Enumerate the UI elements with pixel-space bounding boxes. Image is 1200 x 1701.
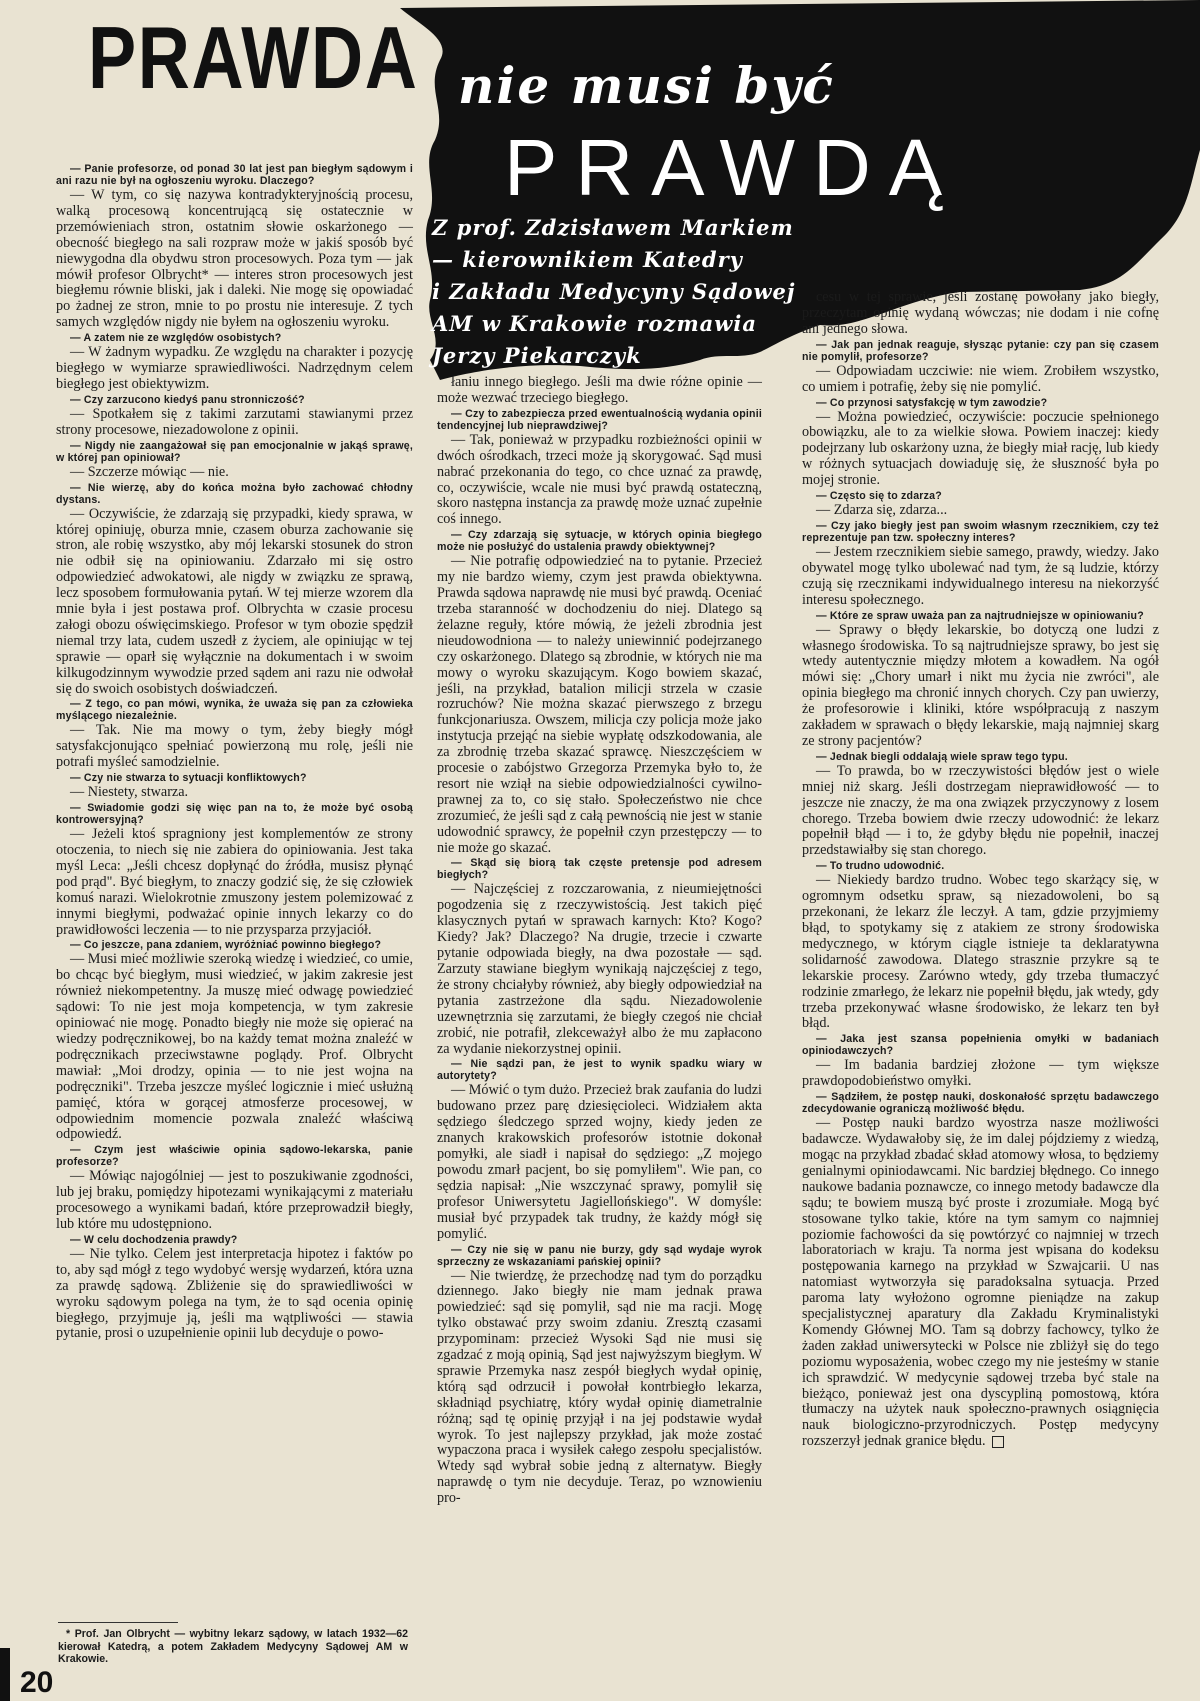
footnote: * Prof. Jan Olbrycht — wybitny lekarz sądowy, w latach 1932—62 kierował Katedrą, a potem Zakładem Medycyny Sądowej AM w Krakowie. — [58, 1628, 408, 1665]
interview-answer: — Mówiąc najogólniej — jest to poszukiwanie zgodności, lub jej braku, pomiędzy hipotezami wynikającymi z materiału procesowego a wynikami badań, które przeprowadził biegły, lub które mu udostępniono. — [56, 1168, 413, 1233]
interview-question: — A zatem nie ze względów osobistych? — [70, 332, 282, 345]
subtitle-line: AM w Krakowie rozmawia — [432, 311, 757, 336]
interview-answer: — Mówić o tym dużo. Przecież brak zaufania do ludzi budowano przez parę dziesięcioleci. Widziałem akta sędziego śledczego sprzed wojny, kiedy jeden ze znanych krakowskich profesorów istotnie dokonał pomyłki, ale siadł i napisał do sędziego: „Z mojego powodu zmarł pacjent, bo się pomyliłem". Wie pan, co sędzia napisał: „Nie wszczynać sprawy, pomylił się profesor Uniwersytetu Jagiellońskiego". W domyśle: musiał być przypadek tak trudny, że każdy mógł się pomylić. — [437, 1082, 762, 1242]
interview-answer: łaniu innego biegłego. Jeśli ma dwie różne opinie — może wezwać trzeciego biegłego. — [437, 374, 762, 406]
interview-answer: — Nie tylko. Celem jest interpretacja hipotez i faktów po to, aby sąd mógł z tego wydobyć wersję wydarzeń, która uzna za prawdę sądową. Zbliżenie się do sprawiedliwości w wyroku sądowym polega na tym, że to sąd ocenia opinię biegłego, przyjmuje ją, jeśli ma wątpliwości — stawia pytanie, prosi o uzupełnienie opinii lub decyduje o powo- — [56, 1245, 413, 1342]
headline: PRAWDA — [88, 8, 419, 107]
subtitle — [432, 212, 812, 372]
interview-question: — Sądziłem, że postęp nauki, doskonałość sprzętu badawczego zdecydowanie ograniczą możliwość błędu. — [802, 1091, 1159, 1116]
interview-question: — To trudno udowodnić. — [816, 860, 945, 873]
end-of-article-icon — [992, 1436, 1004, 1448]
interview-answer: — Jestem rzecznikiem siebie samego, prawdy, wiedzy. Jako obywatel mogę tylko ubolewać nad tym, że są ludzie, którzy czują się rzecznikami indywidualnego interesu na niekorzyść interesu społecznego. — [802, 543, 1159, 608]
interview-answer: — To prawda, bo w rzeczywistości błędów jest o wiele mniej niż skarg. Jeśli dostrzegam nieprawidłowość — to jeszcze nie znaczy, że ma ona związek przyczynowy z losem chorego. Trzeba bowiem dwie rzeczy udowodnić: że lekarz popełnił błąd — i to, że gdyby błędu nie popełnił, inaczej przedstawiałby się stan chorego. — [802, 762, 1159, 859]
interview-question: — Co przynosi satysfakcję w tym zawodzie? — [816, 396, 1048, 409]
interview-answer: — Odpowiadam uczciwie: nie wiem. Zrobiłem wszystko, co umiem i potrafię, żeby się nie pomylić. — [802, 362, 1159, 395]
interview-question: — Często się to zdarza? — [816, 490, 942, 503]
interview-answer: — Niestety, stwarza. — [70, 784, 189, 801]
interview-answer: — Musi mieć możliwie szeroką wiedzę i wiedzieć, co umie, bo chcąc być biegłym, musi wiedzieć, w jakim zakresie jest również niekompetentny. Ja muszę mieć odwagę powiedzieć sądowi: To nie jest moja kompetencja, w tym zakresie opiniować nie mogę. Ponadto biegły nie może się opierać na wiedzy podręcznikowej, bo na każdy temat można znaleźć w podręcznikach przeciwstawne poglądy. Prof. Olbrycht mawiał: „Moi drodzy, opinia — to nie jest wojna na podręczniki". Trzeba jeszcze myśleć logicznie i mieć usłużną pamięć, która w gorącej atmosferze procesowej, w odpowiednim momencie pozwala znaleźć właściwą odpowiedź. — [56, 951, 413, 1143]
subtitle-line: i Zakładu Medycyny Sądowej — [432, 279, 796, 304]
interview-answer: — Jeżeli ktoś spragniony jest komplementów ze strony otoczenia, to niech się nie zabiera do opiniowania. Jest taka myśl Leca: „Jeśli chcesz dopłynąć do źródła, musisz płynąć pod prąd". Być biegłym, to znaczy godzić się, że się człowiek komuś narazi. Wielokrotnie zmuszony jestem polemizować z innymi biegłymi, podważać opinie innych lekarzy co do prawidłowości leczenia — to nie przysparza przyjaciół. — [56, 826, 413, 938]
interview-question: — Jaka jest szansa popełnienia omyłki w badaniach opiniodawczych? — [802, 1033, 1159, 1058]
text-column-1 — [56, 162, 413, 1342]
interview-answer: — W tym, co się nazywa kontradykteryjnością procesu, walką procesową koncentrującą się ostatecznie w przemówieniach stron, ostatnim słowie oskarżonego — obecność biegłego na sali rozpraw może w jakiś sposób być niewygodna dla obydwu stron procesowych. Poza tym — jak mówił profesor Olbrycht* — interes stron procesowych jest biegłemu równie bliski, jak i daleki. Nie mogę się opowiadać po żadnej ze stron, mnie to po prostu nie interesuje. Z tych samych względów nigdy nie byłem na ogłoszeniu wyroku. — [56, 187, 413, 331]
interview-question: — Czym jest właściwie opinia sądowo-lekarska, panie profesorze? — [56, 1144, 413, 1169]
interview-question: — Które ze spraw uważa pan za najtrudniejsze w opiniowaniu? — [816, 609, 1144, 622]
title-script: nie musi być — [458, 56, 835, 115]
interview-answer: — Im badania bardziej złożone — tym większe prawdopodobieństwo omyłki. — [802, 1057, 1159, 1090]
interview-answer: — Najczęściej z rozczarowania, z nieumiejętności pogodzenia się z rzeczywistością. Jest takich pięć klasycznych pytań w sprawach karnych: Kto? Kogo? Kiedy? Jak? Dlaczego? Na drugie, trzecie i czwarte pytanie odpowiada biegły, na dwa pozostałe — sąd. Zarzuty stawiane biegłym wynikają najczęściej z tego, że strony chciałyby również, aby biegły odpowiedział na pytania zastrzeżone dla sądu. Niezadowolenie uzewnętrznia się zarzutami, że biegły czegoś nie chciał zrobić, nie potrafił, zlekceważył albo że mu zapłacono za wydanie niekorzystnej opinii. — [437, 881, 762, 1057]
interview-answer: — Spotkałem się z takimi zarzutami stawianymi przez strony procesowe, niezadowolone z opinii. — [56, 405, 413, 438]
interview-question: — Czy to zabezpiecza przed ewentualnością wydania opinii tendencyjnej lub nieprawdziwej? — [437, 407, 762, 432]
interview-question: — Jak pan jednak reaguje, słysząc pytanie: czy pan się czasem nie pomylił, profesorze? — [802, 338, 1159, 363]
interview-answer: — Sprawy o błędy lekarskie, bo dotyczą one ludzi z własnego środowiska. To są najtrudniejsze sprawy, bo jest się wtedy autentycznie między młotem a kowadłem. Na ogół mówi się: „Chory umarł i nikt mu życia nie zwróci", ale opinia biegłego ma chronić innych chorych. Czy pan uwierzy, że profesorowie i kliniki, które współpracują z naszym zakładem w sprawach o błędy lekarskie, mają najmniej skarg ze strony pacjentów? — [802, 621, 1159, 749]
interview-question: — W celu dochodzenia prawdy? — [70, 1233, 238, 1246]
subtitle-line: — kierownikiem Katedry — [432, 247, 743, 272]
interview-answer: — Szczerze mówiąc — nie. — [70, 463, 229, 480]
interview-question: — Swiadomie godzi się więc pan na to, że może być osobą kontrowersyjną? — [56, 802, 413, 827]
interview-answer: — Niekiedy bardzo trudno. Wobec tego skarżący się, w ogromnym odsetku spraw, są niezadowoleni, bo są przekonani, że lekarz źle leczył. A tam, gdzie przyjmiemy błąd, to spotykamy się z atakiem ze strony środowiska medycznego, w którym ciągle istnieje ta deklaratywna solidarność zawodowa. Dlatego strasznie przykre są te lekarskie procesy. Zarówno wtedy, gdy trzeba tłumaczyć rodzinie zmarłego, że lekarz nie popełnił błędu, jak wtedy, gdy trzeba przekonywać własne środowisko, że lekarz ten był błąd. — [802, 872, 1159, 1032]
interview-question: — Czy jako biegły jest pan swoim własnym rzecznikiem, czy też reprezentuje pan tzw. społeczny interes? — [802, 519, 1159, 544]
interview-question: — Panie profesorze, od ponad 30 lat jest pan biegłym sądowym i ani razu nie był na ogłoszeniu wyroku. Dlaczego? — [56, 163, 413, 187]
page-number: 20 — [20, 1666, 54, 1699]
text-column-3 — [802, 290, 1159, 1450]
text-column-2 — [437, 375, 762, 1507]
interview-question: — Skąd się biorą tak częste pretensje pod adresem biegłych? — [437, 857, 762, 882]
interview-question: — Nie sądzi pan, że jest to wynik spadku wiary w autorytety? — [437, 1058, 762, 1083]
interview-question: — Co jeszcze, pana zdaniem, wyróżniać powinno biegłego? — [70, 939, 382, 952]
interview-question: — Czy zdarzają się sytuacje, w których opinia biegłego może nie posłużyć do ustalenia prawdy obiektywnej? — [437, 529, 762, 554]
interview-answer: — Zdarza się, zdarza... — [816, 502, 948, 519]
footnote-divider — [58, 1622, 178, 1623]
interview-question: — Nie wierzę, aby do końca można było zachować chłodny dystans. — [56, 481, 413, 506]
interview-answer: — Nie potrafię odpowiedzieć na to pytanie. Przecież my nie bardzo wiemy, czym jest prawda obiektywna. Prawda sądowa naprawdę nie musi być prawdą. Oceniać trzeba staranność w dochodzeniu do niej. Dlatego są żelazne reguły, które mówią, że jeżeli zbrodnia jest nieudowodniona — to należy uniewinnić podejrzanego czy oskarżonego. Dlatego są zbrodnie, w których nie ma mowy o wyroku skazującym. Kogo bowiem skazać, jeśli, na przykład, batalion milicji strzela w czasie rozruchów? Nie można skazać pierwszego z brzegu funkcjonariusza. Owszem, milicja czy policja może jako instytucja przejąć na siebie wypłatę odszkodowania, ale za zbrodnię trzeba skazać sprawcę. Nieszczęściem w procesie o zabójstwo Grzegorza Przemyka było to, że resort nie wziął na siebie odpowiedzialności cywilno-prawnej za to, co się stało. Społeczeństwo nie chce zrozumieć, że jeśli sąd z całą pewnością nie jest w stanie udowodnić sprawcy, że popełnił czyn przestępczy — to nie może go skazać. — [437, 553, 762, 856]
interview-question: — Z tego, co pan mówi, wynika, że uważa się pan za człowieka myślącego niezależnie. — [56, 698, 413, 723]
title-big: PRAWDĄ — [504, 123, 961, 212]
page-edge-bar — [0, 1648, 10, 1701]
interview-answer: — Oczywiście, że zdarzają się przypadki, kiedy sprawa, w której opiniuję, oburza mnie, czasem oburza zachowanie się stron, ale robię wszystko, aby mój lekarski stosunek do stron nie odbił się na opiniowaniu. Zdarzało mi się ostro odpowiedzieć adwokatowi, ale nigdy w związku ze sprawą, lecz sposobem formułowania pytań. W tej mierze wzorem dla mnie była i jest postawa prof. Olbrychta w czasie procesu załogi obozu oświęcimskiego. Profesor w tym obozie spędził niemal trzy lata, cudem uszedł z życiem, ale opiniując w tej sprawie — oparł się wyłącznie na dokumentach i w swoim kilkugodzinnym wywodzie przed sądem ani razu nie odwołał się do swoich osobistych doświadczeń. — [56, 505, 413, 697]
subtitle-line: Z prof. Zdzisławem Markiem — [432, 215, 794, 240]
interview-answer: — Tak. Nie ma mowy o tym, żeby biegły mógł satysfakcjonująco spełniać powierzoną mu rolę, jeśli nie potrafi myśleć samodzielnie. — [56, 722, 413, 771]
interview-question: — Czy nie stwarza to sytuacji konfliktowych? — [70, 772, 307, 785]
interview-question: — Jednak biegli oddalają wiele spraw tego typu. — [816, 750, 1068, 763]
interview-question: — Czy zarzucono kiedyś panu stronniczość? — [70, 393, 305, 406]
interview-answer: — Można powiedzieć, oczywiście: poczucie spełnionego obowiązku, ale to za wielkie słowa. Powiem inaczej: kiedy podejrzany lub oskarżony uzna, że biegły miał rację, lub kiedy w różnych sytuacjach dowiaduję się, że słuszność była po mojej stronie. — [802, 408, 1159, 489]
interview-answer: — W żadnym wypadku. Ze względu na charakter i pozycję biegłego w wymiarze sprawiedliwości. Nadrzędnym celem biegłego jest obiektywizm. — [56, 344, 413, 392]
interview-question: — Nigdy nie zaangażował się pan emocjonalnie w jakąś sprawę, w której pan opiniował? — [56, 439, 413, 464]
interview-answer: cesu w tej sprawie, jeśli zostanę powołany jako biegły, przeczytam opinię wydaną wówczas; nie dodam i nie cofnę ani jednego słowa. — [802, 289, 1159, 337]
interview-answer: — Postęp nauki bardzo wyostrza nasze możliwości badawcze. Wydawałoby się, że im dalej pójdziemy z wiedzą, mogąc na przykład zbadać skład atomowy włosa, to będziemy genialnymi opiniodawcami. Nic bardziej błędnego. Co innego naukowe badania poznawcze, co innego metody badawcze dla sądu; te bowiem muszą być proste i zrozumiałe. Mogą być stosowane tylko takie, które na tym samym co najmniej poziomie fachowości da się powtórzyć co najmniej w trzech laboratoriach w kraju. Ta norma jest wpisana do kodeksu postępowania karnego na przykład w Szwajcarii. U nas natomiast wytworzyła się paradoksalna sytuacja. Przed paroma laty wyłożono ogromne pieniądze na zakup specjalistycznej aparatury dla Zakładu Kryminalistyki Komendy Głównej MO. Tam są dobrzy fachowcy, tylko że żaden zakład uniwersytecki w Polsce nie zbliżył się do tego poziomu wyposażenia, wobec czego my nie jesteśmy w stanie ich sprawdzić. W medycynie sądowej trzeba być stale na bieżąco, ponieważ jest ona dyscypliną pomostową, która tłumaczy na użytek nauk społeczno-prawnych osiągnięcia nauk biologiczno-przyrodniczych. Postęp medycyny rozszerzył jednak granice błędu. — [802, 1115, 1159, 1450]
interview-question: — Czy nie się w panu nie burzy, gdy sąd wydaje wyrok sprzeczny ze wskazaniami pańskiej opinii? — [437, 1243, 762, 1268]
interview-answer: — Tak, ponieważ w przypadku rozbieżności opinii w dwóch ośrodkach, trzeci może ją skorygować. Sąd musi nabrać przekonania do tego, co chce uznać za prawdę, co, oczywiście, wcale nie musi być prawdą ostateczną, skoro następna instancja za prawdę może uznać zupełnie coś innego. — [437, 431, 762, 528]
subtitle-line: Jerzy Piekarczyk — [432, 343, 642, 368]
interview-answer: — Nie twierdzę, że przechodzę nad tym do porządku dziennego. Jako biegły nie mam jednak prawa powiedzieć: sąd się pomylił, sąd nie ma racji. Mogę tylko obstawać przy swoim zdaniu. Zresztą czasami przypominam: przecież Wysoki Sąd nie musi się zgadzać z moją opinią, Sąd jest najwyższym biegłym. W sprawie Przemyka nasz zespół biegłych wydał opinię, którą sąd odrzucił i powołał kontrbiegło lekarza, składniąd psychiatrę, który wydał opinię diametralnie różną; sąd tę opinię przyjął i na jej podstawie wydał wyrok. To jest najlepszy przykład, jak może zostać wypaczona praca i wysiłek całego zespołu specjalistów. Wtedy sąd wybrał sobie jedną z alternatyw. Biegły naprawdę o tym nie decyduje. Teraz, po wznowieniu pro- — [437, 1267, 762, 1507]
